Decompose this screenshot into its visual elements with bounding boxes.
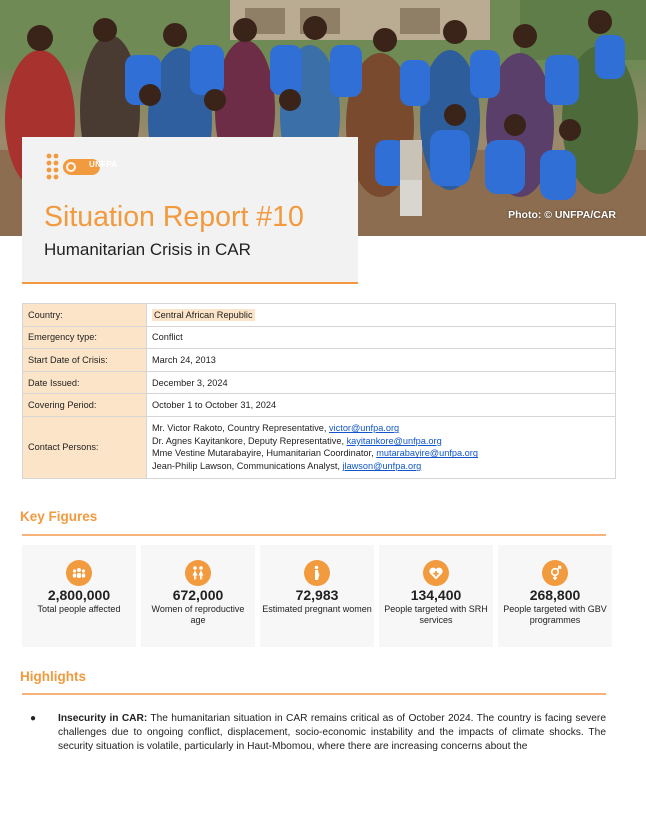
highlight-paragraph [58,712,606,755]
key-figure-label: People targeted with SRH services [384,604,488,625]
emergency-value: Conflict [147,326,616,349]
country-value: Central African Republic [154,309,253,320]
key-figure-label: Total people affected [37,604,121,614]
info-row-contacts [23,416,616,478]
covering-period-value: October 1 to October 31, 2024 [147,394,616,417]
key-figures-rule [22,534,606,536]
key-figures-grid [22,545,612,647]
contact-line [152,435,610,448]
pregnant-woman-icon [304,560,330,586]
highlights-rule [22,693,606,695]
key-figure-value: 268,800 [529,587,581,603]
logo-text: UNFPA [89,160,118,169]
key-figure-label: Estimated pregnant women [262,604,372,614]
info-row-covering-period [23,394,616,417]
contact-email-link[interactable]: kayitankore@unfpa.org [346,435,442,446]
heart-plus-icon [423,560,449,586]
contact-line [152,460,610,473]
info-row-start-date [23,349,616,372]
key-figure-value: 134,400 [410,587,462,603]
key-figures-heading: Key Figures [20,509,98,524]
key-figure-label: Women of reproductive age [151,604,245,625]
contacts-label: Contact Persons: [23,416,147,478]
info-row-emergency [23,326,616,349]
key-figure-value: 72,983 [295,587,339,603]
info-row-country [23,304,616,327]
start-date-label: Start Date of Crisis: [23,349,147,372]
unfpa-logo [46,153,118,181]
gender-symbol-icon [542,560,568,586]
date-issued-value: December 3, 2024 [147,371,616,394]
contact-name: Mme Vestine Mutarabayire, Humanitarian Coordinator, [152,448,377,459]
key-figure-value: 672,000 [172,587,224,603]
highlight-text: The humanitarian situation in CAR remains critical as of October 2024. The country is facing severe challenges due to ongoing conflict, displacement, socio-economic instability and the impacts of climate shocks. The security situation is volatile, particularly in Haut-Mbomou, where there are increasing concerns about the [58,713,606,753]
photo-credit: Photo: © UNFPA/CAR [508,209,616,221]
contact-line [152,422,610,435]
bullet-marker: ● [30,713,37,724]
women-icon [185,560,211,586]
contact-name: Dr. Agnes Kayitankore, Deputy Representative, [152,435,347,446]
key-figure-card [141,545,255,647]
key-figure-card [260,545,374,647]
contact-name: Mr. Victor Rakoto, Country Representative, [152,423,330,434]
contact-email-link[interactable]: mutarabayire@unfpa.org [376,448,478,459]
report-subtitle: Humanitarian Crisis in CAR [44,240,251,259]
start-date-value: March 24, 2013 [147,349,616,372]
highlight-title: Insecurity in CAR: [58,713,148,724]
contact-name: Jean-Philip Lawson, Communications Analyst, [152,461,343,472]
contact-email-link[interactable]: jlawson@unfpa.org [342,461,422,472]
country-value-cell [147,304,616,327]
info-row-date-issued [23,371,616,394]
key-figure-card [379,545,493,647]
key-figure-label: People targeted with GBV programmes [503,604,607,625]
key-figure-card [22,545,136,647]
date-issued-label: Date Issued: [23,371,147,394]
title-card [22,137,358,284]
report-info-table [22,303,616,479]
contacts-value [147,416,616,478]
people-group-icon [66,560,92,586]
country-label: Country: [23,304,147,327]
emergency-label: Emergency type: [23,326,147,349]
key-figure-card [498,545,612,647]
contact-line [152,447,610,460]
report-title: Situation Report #10 [44,201,304,233]
covering-period-label: Covering Period: [23,394,147,417]
contact-email-link[interactable]: victor@unfpa.org [329,423,400,434]
highlights-heading: Highlights [20,669,86,684]
key-figure-value: 2,800,000 [47,587,111,603]
